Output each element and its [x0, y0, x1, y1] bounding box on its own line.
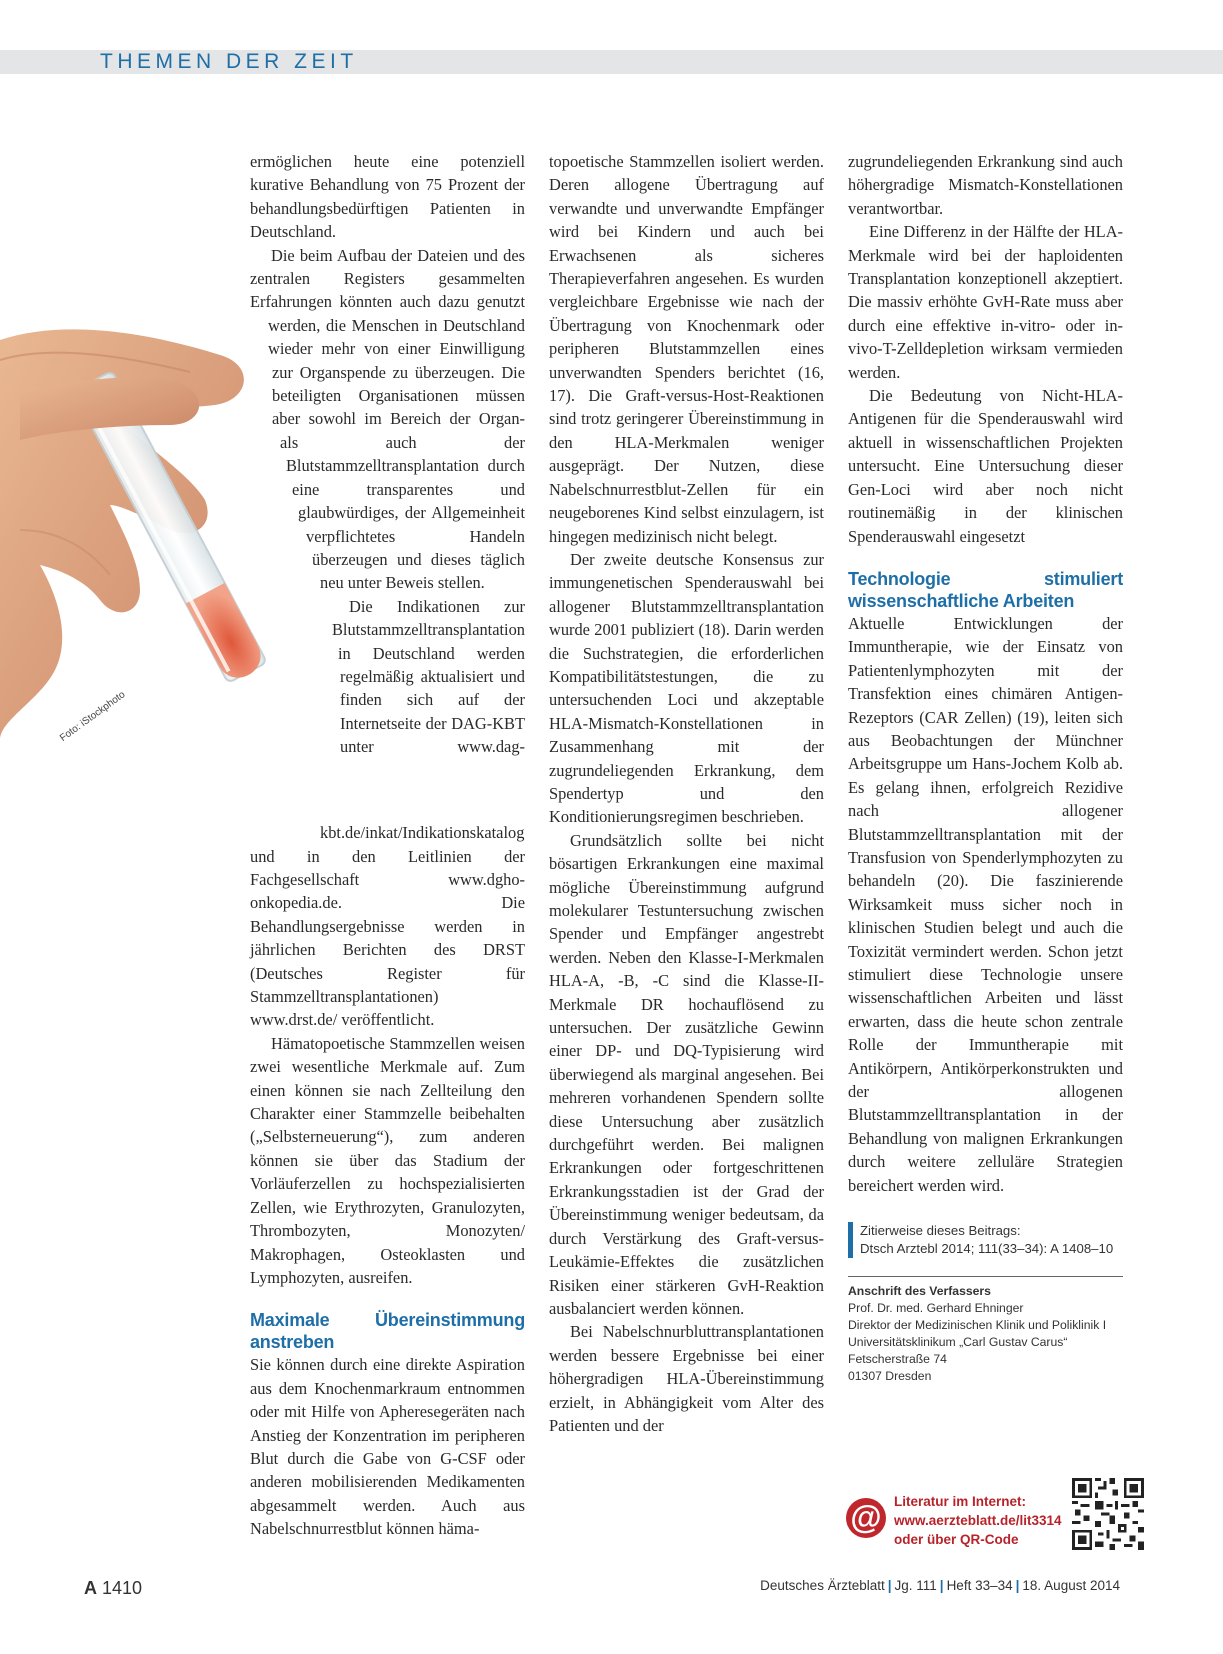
journal-name: Deutsches Ärzteblatt	[760, 1578, 885, 1593]
citation-label: Zitierweise dieses Beitrags:	[860, 1223, 1021, 1239]
citation-box	[848, 1222, 1123, 1258]
section-title: THEMEN DER ZEIT	[100, 50, 358, 73]
paragraph: ermöglichen heute eine potenziell kurative Behandlung von 75 Prozent der behandlungsbedürftigen Patienten in Deutschland.	[250, 152, 525, 242]
paragraph: Der zweite deutsche Konsensus zur immungenetischen Spenderauswahl bei allogener Blutstammzelltransplantation wurde 2001 publiziert (18). Darin werden die Suchstrategien, die erforderlichen Kompatibilitätstestungen, die zu untersuchenden Loci und akzeptable HLA-Mismatch-Konstellationen in Zusammenhang mit der zugrundeliegenden Erkrankung, dem Spendertyp und den Konditionierungsregimen beschrieben.	[549, 549, 824, 827]
column-1	[250, 150, 525, 1541]
paragraph: zugrundeliegenden Erkrankung sind auch höhergradige Mismatch-Konstellationen verantwortbar.	[848, 152, 1123, 218]
author-clinic: Universitätsklinikum „Carl Gustav Carus“	[848, 1335, 1068, 1350]
literature-label: Literatur im Internet:	[894, 1494, 1027, 1509]
section-heading: Technologie stimuliert wissenschaftliche Arbeiten	[848, 568, 1123, 611]
paragraph: Hämatopoetische Stammzellen weisen zwei wesentliche Merkmale auf. Zum einen können sie nach Zellteilung den Charakter einer Stammzelle beibehalten („Selbsterneuerung“), zum anderen können sie über das Stadium der Vorläuferzellen zu hochspezialisierten Zellen, wie Erythrozyten, Granulozyten, Thrombozyten, Monozyten/ Makrophagen, Osteoklasten und Lymphozyten, ausreifen.	[250, 1033, 525, 1287]
column-2	[549, 150, 824, 1437]
section-heading: Maximale Übereinstimmung anstreben	[250, 1310, 525, 1353]
literature-text	[894, 1492, 1062, 1549]
photo-credit: Foto: iStockphoto	[58, 689, 128, 744]
paragraph: topoetische Stammzellen isoliert werden. Deren allogene Übertragung auf verwandte und unverwandte Empfänger wird bei Kindern und auch bei Erwachsenen als sicheres Therapieverfahren angesehen. Es wurden vergleichbare Ergebnisse wie nach der Übertragung von Knochenmark oder peripheren Blutstammzellen eines unverwandten Spenders berichtet (16, 17). Die Graft-versus-Host-Reaktionen sind trotz geringerer Übereinstimmung in den HLA-Merkmalen weniger ausgeprägt. Der Nutzen, diese Nabelschnurrestblut-Zellen für ein neugeborenes Kind selbst einzulagern, ist hingegen medizinisch nicht belegt.	[549, 152, 824, 546]
author-name: Prof. Dr. med. Gerhard Ehninger	[848, 1301, 1024, 1316]
paragraph: Die beim Aufbau der Dateien und des zentralen Registers gesammelten Erfahrungen könnten auch dazu genutzt werden, die Menschen in Deutschland wieder mehr von einer Einwilligung zur Organspende zu überzeugen. Die beteiligten Organisationen müssen aber sowohl im Bereich der Organ- als auch der Blutstammzelltransplantation durch eine transparentes und glaubwürdiges, der Allgemeinheit verpflichtetes Handeln überzeugen und dieses täglich neu unter Beweis stellen.	[250, 245, 525, 593]
author-street: Fetscherstraße 74	[848, 1352, 947, 1367]
paragraph: Aktuelle Entwicklungen der Immuntherapie, wie der Einsatz von Patientenlymphozyten mit der Transfektion eines chimären Antigen-Rezeptors (CAR Zellen) (19), leiten sich aus Beobachtungen der Münchner Arbeitsgruppe um Hans-Jochem Kolb ab. Es gelang ihnen, erfolgreich Rezidive nach allogener Blutstammzelltransplantation mit der Transfusion von Spenderlymphozyten zu behandeln (20). Die faszinierende Wirksamkeit muss sicher noch in klinischen Studien belegt und auch die Toxizität vermindert werden. Schon jetzt stimuliert diese Technologie unsere wissenschaftlichen Arbeiten und lässt erwarten, dass die heute schon zentrale Rolle der Immuntherapie mit Antikörpern, Antikörperkonstrukten und der allogenen Blutstammzelltransplantation in der Behandlung von malignen Erkrankungen durch weitere zelluläre Strategien bereichert werden wird.	[848, 613, 1123, 1195]
column-3	[848, 150, 1123, 1385]
literature-qr-hint: oder über QR-Code	[894, 1532, 1019, 1547]
citation-reference: Dtsch Arztebl 2014; 111(33–34): A 1408–10	[860, 1241, 1114, 1257]
paragraph: Die Indikationen zur Blutstammzelltransplantation in Deutschland werden regelmäßig aktualisiert und finden sich auf der Internetseite der DAG-KBT unter www.dag-kbt.de/inkat/Indikationskatalog und in den Leitlinien der Fachgesellschaft www.dgho-onkopedia.de. Die Behandlungsergebnisse werden in jährlichen Berichten des DRST (Deutsches Register für Stammzelltransplantationen) www.drst.de/ veröffentlicht.	[250, 596, 526, 1030]
literature-link[interactable]: www.aerzteblatt.de/lit3314	[894, 1513, 1062, 1528]
paragraph: Die Bedeutung von Nicht-HLA-Antigenen für die Spenderauswahl wird aktuell in wissenschaftlichen Projekten untersucht. Eine Untersuchung dieser Gen-Loci wird aber noch nicht routinemäßig in der klinischen Spenderauswahl eingesetzt	[848, 386, 1123, 546]
journal-info: Deutsches Ärzteblatt | Jg. 111 | Heft 33–34 | 18. August 2014	[760, 1578, 1120, 1593]
address-label: Anschrift des Verfassers	[848, 1284, 991, 1299]
paragraph: Bei Nabelschnurbluttransplantationen werden bessere Ergebnisse bei einer höhergradigen HLA-Übereinstimmung erzielt, in Abhängigkeit vom Alter des Patienten und der	[549, 1322, 824, 1435]
at-icon: @	[846, 1498, 886, 1538]
page-number: A 1410	[84, 1578, 143, 1598]
paragraph: Sie können durch eine direkte Aspiration aus dem Knochenmarkraum entnommen oder mit Hilfe von Apheresegeräten nach Anstieg der Konzentration im peripheren Blut durch die Gabe von G-CSF oder anderen mobilisierenden Medikamenten abgesammelt werden. Auch aus Nabelschnurrestblut können häma-	[250, 1355, 525, 1539]
journal-volume: Jg. 111	[894, 1578, 937, 1593]
author-city: 01307 Dresden	[848, 1369, 932, 1384]
paragraph: Grundsätzlich sollte bei nicht bösartigen Erkrankungen eine maximal mögliche Übereinstimmung aufgrund molekularer Testuntersuchung zwischen Spender und Empfänger angestrebt werden. Neben den Klasse-I-Merkmalen HLA-A, -B, -C sind die Klasse-II-Merkmale DR hochauflösend zu untersuchen. Der zusätzliche Gewinn einer DP- und DQ-Typisierung wird überwiegend als marginal angesehen. Bei mehreren vorhandenen Spendern sollte diese Untersuchung aber zusätzlich durchgeführt werden. Bei malignen Erkrankungen oder fortgeschrittenen Erkrankungsstadien ist der Grad der Übereinstimmung weniger bedeutsam, da durch Verstärkung des Graft-versus-Leukämie-Effektes die zusätzlichen Risiken einer stärkeren GvH-Reaktion ausbalanciert werden können.	[549, 830, 824, 1318]
journal-date: 18. August 2014	[1022, 1578, 1120, 1593]
paragraph: Eine Differenz in der Hälfte der HLA-Merkmale wird bei der haploidenten Transplantation konzeptionell akzeptiert. Die massiv erhöhte GvH-Rate muss aber durch eine effektive in-vitro- oder in-vivo-T-Zelldepletion wirksam vermieden werden.	[848, 222, 1123, 382]
author-position: Direktor der Medizinischen Klinik und Poliklinik I	[848, 1318, 1107, 1333]
qr-code-icon[interactable]	[1072, 1478, 1144, 1550]
author-address	[848, 1276, 1123, 1385]
journal-issue: Heft 33–34	[946, 1578, 1013, 1593]
